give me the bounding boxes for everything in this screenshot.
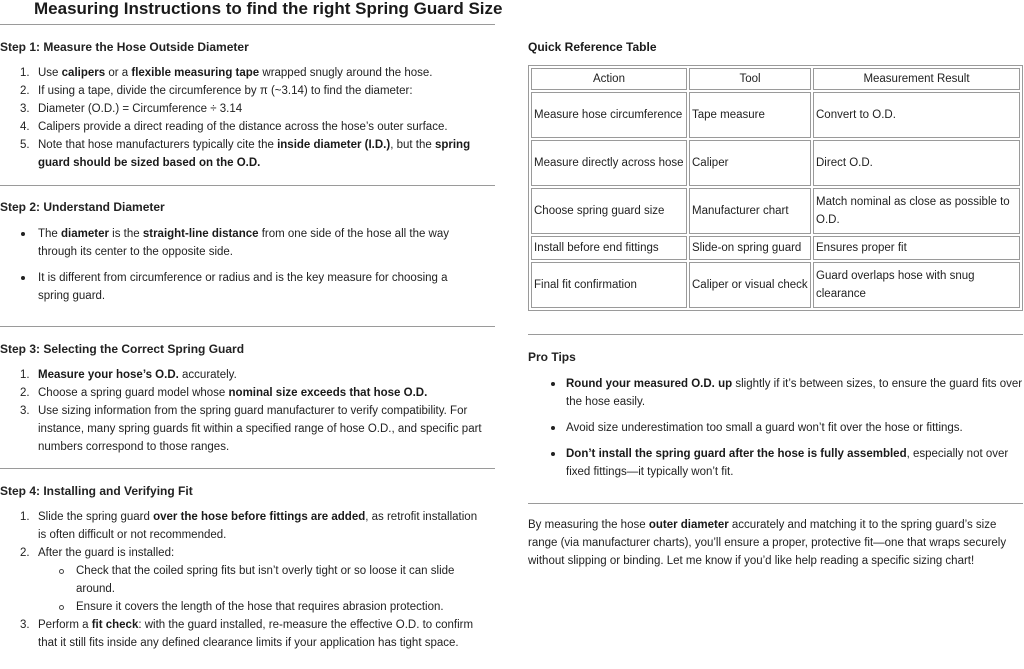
table-cell: Manufacturer chart (689, 188, 811, 234)
list-item: 2. Choose a spring guard model whose nominal size exceeds that hose O.D. (20, 387, 428, 399)
list-item: 2. If using a tape, divide the circumference by π (~3.14) to find the diameter: (20, 85, 413, 97)
list-item: 3. Perform a fit check: with the guard installed, re-measure the effective O.D. to confirm that it still fits inside any defined clearance limits if your application has tight space. (20, 619, 474, 649)
bullet-icon (551, 382, 555, 386)
table-row (531, 262, 1020, 308)
bullet-icon (551, 452, 555, 456)
closing-paragraph: By measuring the hose outer diameter accurately and matching it to the spring guard’s size range (via manufacturer charts), you’ll ensure a proper, protective fit—one that wraps securely without slipping or binding. Let me know if you’d like help reading a specific sizing chart! (528, 519, 1007, 567)
table-row (531, 236, 1020, 260)
bullet-icon (551, 426, 555, 430)
reference-table (528, 65, 1023, 311)
table-header-row (531, 68, 1020, 90)
step1-list (0, 64, 480, 172)
table-cell: Tape measure (689, 92, 811, 138)
title-divider (0, 24, 495, 25)
step2-list (0, 225, 480, 313)
section-divider (528, 334, 1023, 335)
bullet-icon (21, 232, 25, 236)
table-row (531, 92, 1020, 138)
list-item: 5. Note that hose manufacturers typically cite the inside diameter (I.D.), but the spring guard should be sized based on the O.D. (20, 139, 471, 169)
table-cell: Slide-on spring guard (689, 236, 811, 260)
section-divider (528, 503, 1023, 504)
column-header: Tool (689, 68, 811, 90)
step3-list (0, 366, 484, 456)
step4-sublist (38, 562, 484, 616)
table-cell: Caliper or visual check (689, 262, 811, 308)
list-item: 3. Use sizing information from the spring guard manufacturer to verify compatibility. For instance, many spring guards fit within a specified range of hose O.D., and specific part numbers correspond to those ranges. (20, 405, 482, 453)
circle-bullet-icon (59, 605, 64, 610)
table-cell: Measure hose circumference (531, 92, 687, 138)
document-title: Measuring Instructions to find the right Spring Guard Size (34, 0, 503, 18)
list-item: The diameter is the straight-line distance from one side of the hose all the way through its center to the opposite side. (0, 225, 480, 261)
table-cell: Ensures proper fit (813, 236, 1020, 260)
tips-list (528, 375, 1024, 489)
table-cell: Convert to O.D. (813, 92, 1020, 138)
list-item: 1. Use calipers or a flexible measuring tape wrapped snugly around the hose. (20, 67, 433, 79)
table-cell: Match nominal as close as possible to O.D. (813, 188, 1020, 234)
step2-heading: Step 2: Understand Diameter (0, 200, 165, 214)
list-item: 4. Calipers provide a direct reading of the distance across the hose’s outer surface. (20, 121, 448, 133)
table-cell: Choose spring guard size (531, 188, 687, 234)
list-item: It is different from circumference or radius and is the key measure for choosing a spring guard. (0, 269, 480, 305)
list-item: Don’t install the spring guard after the hose is fully assembled, especially not over fixed fittings—it typically won’t fit. (528, 445, 1024, 481)
table-cell: Final fit confirmation (531, 262, 687, 308)
column-header: Action (531, 68, 687, 90)
step1-heading: Step 1: Measure the Hose Outside Diameter (0, 40, 249, 54)
step4-list (0, 508, 484, 652)
table-cell: Measure directly across hose (531, 140, 687, 186)
list-item: Round your measured O.D. up slightly if it’s between sizes, to ensure the guard fits over the hose easily. (528, 375, 1024, 411)
table-cell: Direct O.D. (813, 140, 1020, 186)
table-row (531, 188, 1020, 234)
list-item: 3. Diameter (O.D.) = Circumference ÷ 3.14 (20, 103, 243, 115)
list-item: 1. Measure your hose’s O.D. accurately. (20, 369, 237, 381)
list-item: 1. Slide the spring guard over the hose before fittings are added, as retrofit installation is often difficult or not recommended. (20, 511, 478, 541)
table-cell: Guard overlaps hose with snug clearance (813, 262, 1020, 308)
section-divider (0, 326, 495, 327)
step4-heading: Step 4: Installing and Verifying Fit (0, 484, 193, 498)
column-header: Measurement Result (813, 68, 1020, 90)
table-cell: Install before end fittings (531, 236, 687, 260)
list-item: Ensure it covers the length of the hose that requires abrasion protection. (38, 598, 484, 616)
circle-bullet-icon (59, 569, 64, 574)
reference-heading: Quick Reference Table (528, 40, 657, 54)
list-item: 2. After the guard is installed: Check that the coiled spring fits but isn’t overly tight or so loose it can slide around. Ensure it covers the length of the hose that requires abrasion protection. (0, 544, 484, 616)
list-item: Avoid size underestimation too small a guard won’t fit over the hose or fittings. (528, 419, 1024, 437)
section-divider (0, 468, 495, 469)
table-row (531, 140, 1020, 186)
step3-heading: Step 3: Selecting the Correct Spring Guard (0, 342, 245, 356)
table-cell: Caliper (689, 140, 811, 186)
bullet-icon (21, 276, 25, 280)
tips-heading: Pro Tips (528, 350, 576, 364)
section-divider (0, 185, 495, 186)
list-item: Check that the coiled spring fits but isn’t overly tight or so loose it can slide around. (38, 562, 484, 598)
